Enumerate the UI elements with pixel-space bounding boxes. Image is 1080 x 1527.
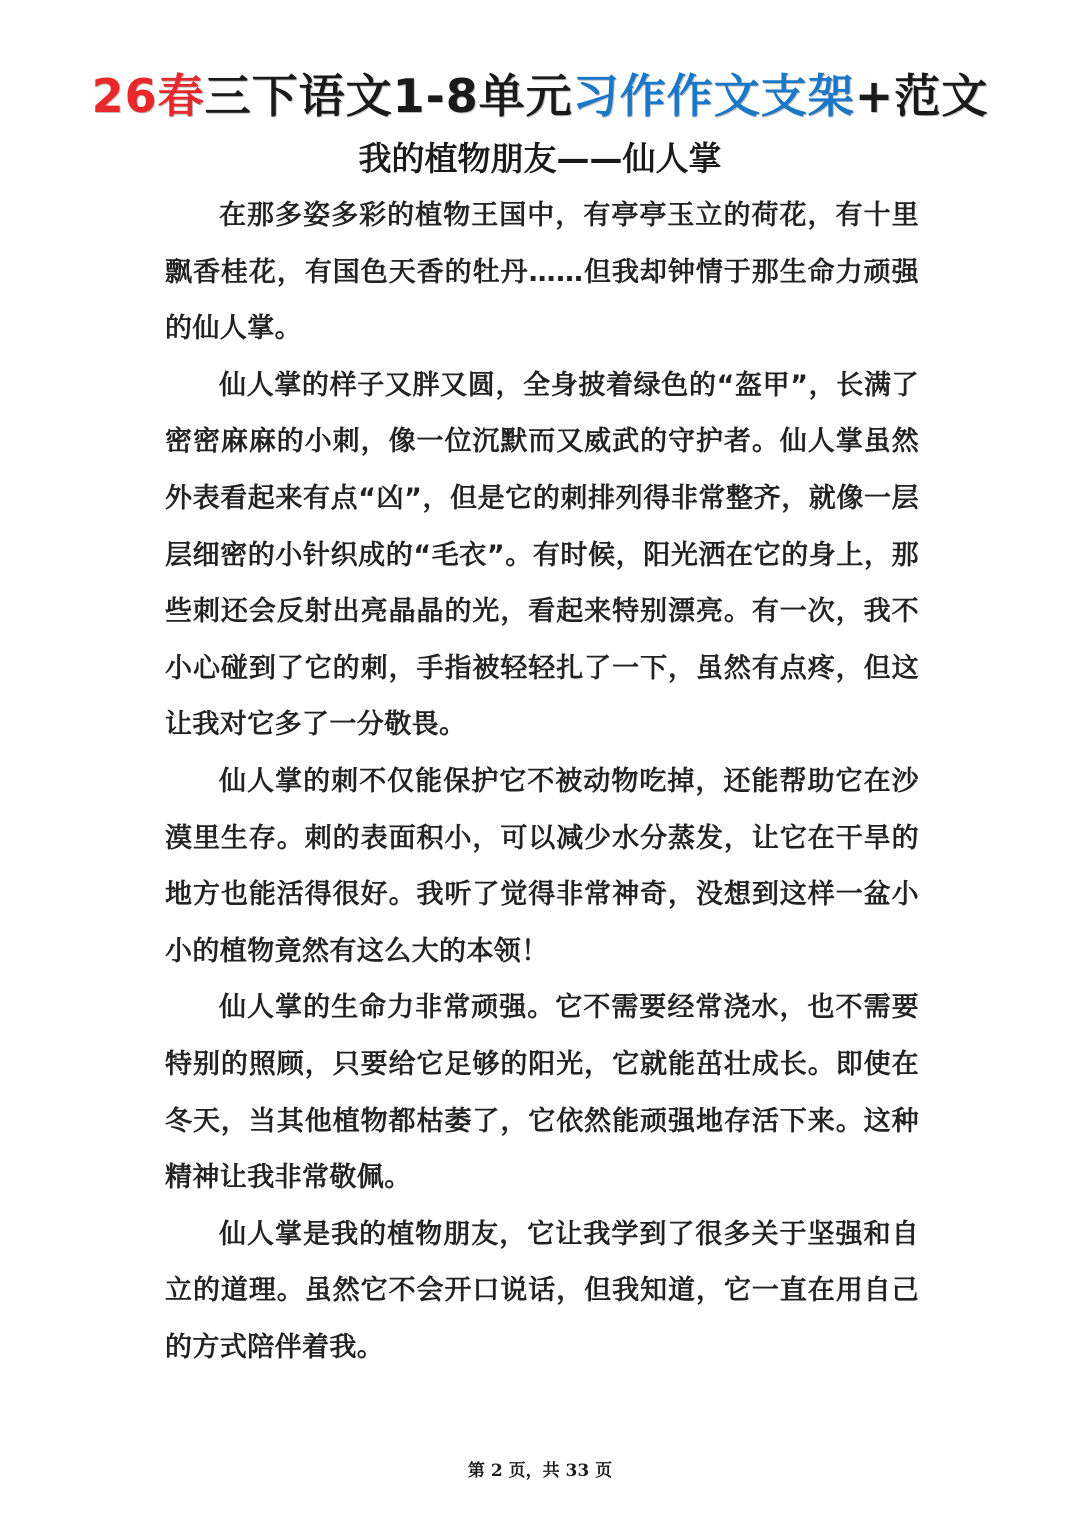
essay-paragraph-1: 在那多姿多彩的植物王国中，有亭亭玉立的荷花，有十里飘香桂花，有国色天香的牡丹……但我却钟情于那生命力顽强的仙人掌。 (165, 200, 919, 345)
essay-body (165, 188, 919, 1376)
essay-paragraph-5: 仙人掌是我的植物朋友，它让我学到了很多关于坚强和自立的道理。虽然它不会开口说话，但我知道，它一直在用自己的方式陪伴着我。 (165, 1218, 919, 1363)
essay-paragraph-4: 仙人掌的生命力非常顽强。它不需要经常浇水，也不需要特别的照顾，只要给它足够的阳光，它就能茁壮成长。即使在冬天，当其他植物都枯萎了，它依然能顽强地存活下来。这种精神让我非常敬佩。 (165, 992, 919, 1194)
banner-title-part-3: 习作作文支架 (572, 69, 855, 123)
banner-title-part-2: 三下语文1-8单元 (204, 69, 573, 123)
page-number: 第 2 页，共 33 页 (467, 1461, 613, 1481)
essay-title: 我的植物朋友——仙人掌 (358, 139, 722, 178)
essay-paragraph-3: 仙人掌的刺不仅能保护它不被动物吃掉，还能帮助它在沙漠里生存。刺的表面积小，可以减少水分蒸发，让它在干旱的地方也能活得很好。我听了觉得非常神奇，没想到这样一盆小小的植物竟然有这么大的本领！ (165, 765, 919, 967)
essay-paragraph-2: 仙人掌的样子又胖又圆，全身披着绿色的“盔甲”，长满了密密麻麻的小刺，像一位沉默而又威武的守护者。仙人掌虽然外表看起来有点“凶”，但是它的刺排列得非常整齐，就像一层层细密的小针织成的“毛衣”。有时候，阳光洒在它的身上，那些刺还会反射出亮晶晶的光，看起来特别漂亮。有一次，我不小心碰到了它的刺，手指被轻轻扎了一下，虽然有点疼，但这让我对它多了一分敬畏。 (165, 369, 919, 741)
banner-title-part-4: +范文 (854, 69, 989, 123)
banner-title-part-1: 26春 (91, 69, 205, 123)
banner-title (0, 66, 1080, 126)
